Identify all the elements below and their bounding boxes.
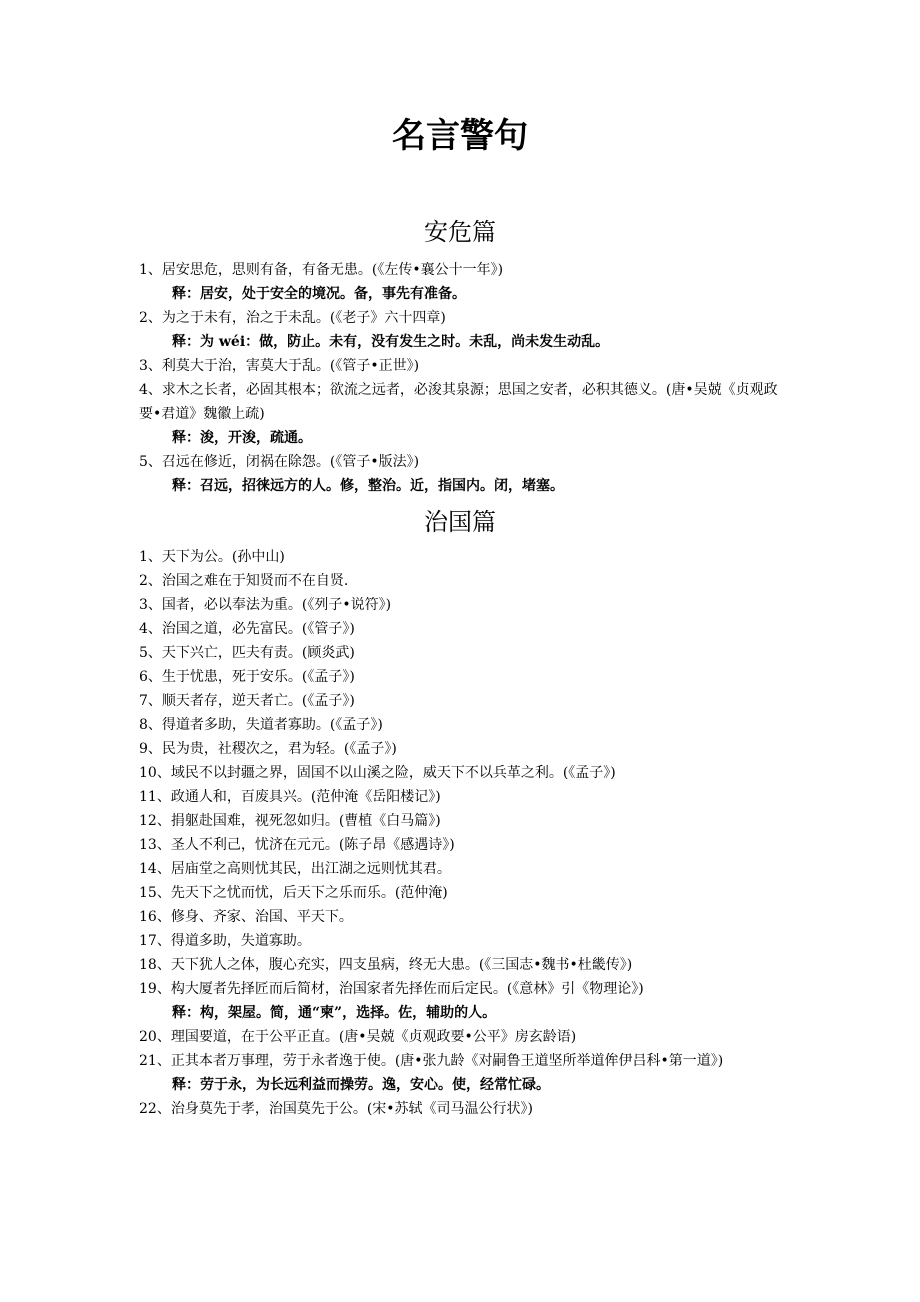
quote-item: 20、理国要道，在于公平正直。(唐•吴兢《贞观政要•公平》房玄龄语) <box>139 1029 577 1045</box>
quote-note: 释：为 wéi：做，防止。未有，没有发生之时。未乱，尚未发生动乱。 <box>172 334 610 350</box>
quote-note: 释：劳于永，为长远利益而操劳。逸，安心。使，经常忙碌。 <box>172 1077 550 1093</box>
quote-item: 1、居安思危，思则有备，有备无患。(《左传•襄公十一年》) <box>139 262 504 278</box>
quote-item: 21、正其本者万事理，劳于永者逸于使。(唐•张九龄《对嗣鲁王道坚所举道侔伊吕科•第一道》) <box>139 1053 724 1069</box>
quote-item: 1、天下为公。(孙中山) <box>139 549 285 565</box>
quote-item: 19、构大厦者先择匠而后简材，治国家者先择佐而后定民。(《意林》引《物理论》) <box>139 981 644 997</box>
quote-item: 15、先天下之忧而忧，后天下之乐而乐。(范仲淹) <box>139 885 448 901</box>
document-title: 名言警句 <box>392 116 528 156</box>
quote-item: 3、利莫大于治，害莫大于乱。(《管子•正世》) <box>139 358 420 374</box>
quote-item: 16、修身、齐家、治国、平天下。 <box>139 909 353 925</box>
quote-item: 17、得道多助，失道寡助。 <box>139 933 311 949</box>
quote-item: 11、政通人和，百废具兴。(范仲淹《岳阳楼记》) <box>139 789 441 805</box>
quote-item: 18、天下犹人之体，腹心充实，四支虽病，终无大患。(《三国志•魏书•杜畿传》) <box>139 957 633 973</box>
quote-item: 5、天下兴亡，匹夫有责。(顾炎武) <box>139 645 355 661</box>
quote-item: 7、顺天者存，逆天者亡。(《孟子》) <box>139 693 355 709</box>
quote-item: 3、国者，必以奉法为重。(《列子•说符》) <box>139 597 392 613</box>
quote-item: 4、求木之长者，必固其根本；欲流之远者，必浚其泉源；思国之安者，必积其德义。(唐•吴兢《贞观政要•君道》魏徽上疏) <box>139 382 778 422</box>
section-title-zhiguo: 治国篇 <box>424 508 496 536</box>
quote-item: 10、域民不以封疆之界，固国不以山溪之险，威天下不以兵革之利。(《孟子》) <box>139 765 616 781</box>
quote-item: 14、居庙堂之高则忧其民，出江湖之远则忧其君。 <box>139 861 451 877</box>
quote-item: 2、治国之难在于知贤而不在自贤. <box>139 573 349 589</box>
section-title-anwei: 安危篇 <box>424 218 496 246</box>
quote-item: 22、治身莫先于孝，治国莫先于公。(宋•苏轼《司马温公行状》) <box>139 1101 533 1117</box>
quote-note: 释：浚，开浚，疏通。 <box>172 430 312 446</box>
quote-note: 释：构，架屋。简，通“柬”，选择。佐，辅助的人。 <box>172 1005 497 1021</box>
quote-item: 5、召远在修近，闭祸在除怨。(《管子•版法》) <box>139 454 420 470</box>
quote-item: 4、治国之道，必先富民。(《管子》) <box>139 621 355 637</box>
quote-note: 释：召远，招徕远方的人。修，整治。近，指国内。闭，堵塞。 <box>172 478 564 494</box>
section-list-zhiguo <box>139 545 789 1121</box>
section-list-anwei <box>139 258 789 498</box>
quote-note: 释：居安，处于安全的境况。备，事先有准备。 <box>172 286 466 302</box>
quote-item: 6、生于忧患，死于安乐。(《孟子》) <box>139 669 355 685</box>
quote-item: 13、圣人不利己，忧济在元元。(陈子昂《感遇诗》) <box>139 837 455 853</box>
quote-item: 12、捐躯赴国难，视死忽如归。(曹植《白马篇》) <box>139 813 441 829</box>
quote-item: 2、为之于未有，治之于未乱。(《老子》六十四章) <box>139 310 446 326</box>
quote-item: 8、得道者多助，失道者寡助。(《孟子》) <box>139 717 383 733</box>
quote-item: 9、民为贵，社稷次之，君为轻。(《孟子》) <box>139 741 397 757</box>
